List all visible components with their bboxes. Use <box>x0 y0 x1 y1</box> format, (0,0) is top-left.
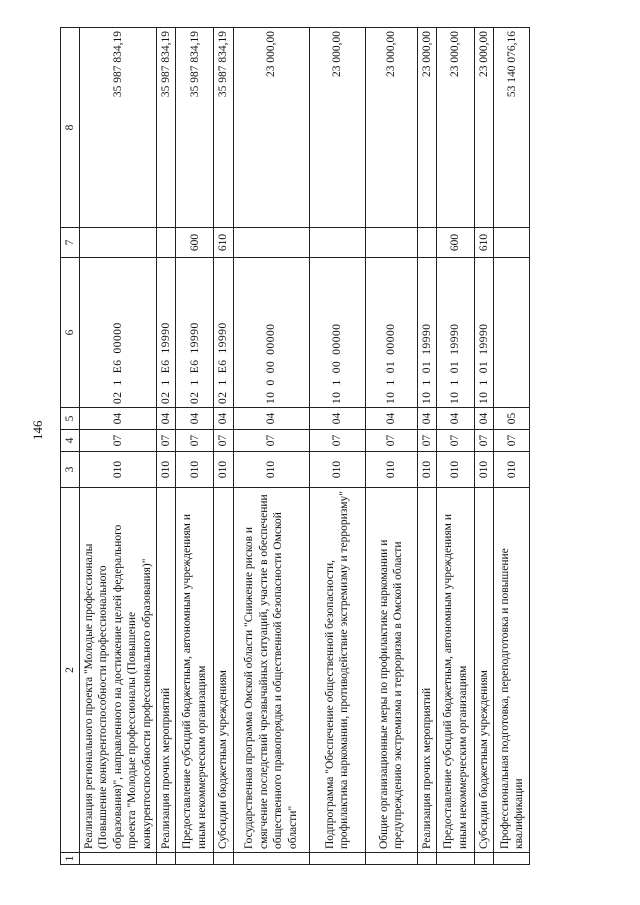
cell-name: Предоставление субсидий бюджетным, автономным учреждениям и иным некоммерческим организациям <box>176 488 214 853</box>
budget-table <box>60 27 530 865</box>
csr-part-direction: 00000 <box>111 322 124 354</box>
csr-part-program: 02 <box>159 391 172 404</box>
cell-col-1 <box>417 853 436 865</box>
cell-col-1 <box>80 853 157 865</box>
cell-name: Подпрограмма "Обеспечение общественной безопасности, профилактика наркомании, противодействие экстремизму и терроризму" <box>309 488 365 853</box>
table-row <box>475 28 494 865</box>
header-col-6: 6 <box>61 258 80 408</box>
csr-part-event: 01 <box>449 360 462 374</box>
csr-part-subprogram: 1 <box>111 379 124 386</box>
csr-part-subprogram: 1 <box>420 379 433 386</box>
csr-part-direction: 00000 <box>384 323 397 355</box>
csr-part-program: 10 <box>420 391 433 404</box>
cell-csr <box>475 258 494 408</box>
cell-vr <box>365 228 417 258</box>
cell-pr: 04 <box>156 408 175 430</box>
cell-pr: 04 <box>365 408 417 430</box>
cell-grbs: 010 <box>475 452 494 488</box>
cell-pr: 04 <box>214 408 233 430</box>
csr-part-direction: 19990 <box>159 322 172 354</box>
csr-part-event: 01 <box>478 360 490 374</box>
header-col-2: 2 <box>61 488 80 853</box>
cell-sum: 23 000,00 <box>475 28 494 228</box>
cell-pr: 04 <box>309 408 365 430</box>
csr-part-direction: 19990 <box>217 322 230 354</box>
cell-rz: 07 <box>475 430 494 452</box>
csr-part-program: 10 <box>478 391 490 404</box>
cell-name: Государственная программа Омской области "Снижение рисков и смягчение последствий чрезвычайных ситуаций, участие в обеспечении общественного правопорядка и общественной безопасности Омской области" <box>233 488 309 853</box>
cell-grbs: 010 <box>156 452 175 488</box>
cell-csr <box>437 258 475 408</box>
csr-part-program: 02 <box>111 391 124 404</box>
cell-name: Реализация прочих мероприятий <box>417 488 436 853</box>
cell-col-1 <box>156 853 175 865</box>
header-col-3: 3 <box>61 452 80 488</box>
table-row <box>176 28 214 865</box>
cell-grbs: 010 <box>309 452 365 488</box>
cell-vr: 600 <box>176 228 214 258</box>
cell-sum: 23 000,00 <box>309 28 365 228</box>
cell-pr: 04 <box>417 408 436 430</box>
csr-part-event: Е6 <box>217 359 230 374</box>
cell-name: Профессиональная подготовка, переподготовка и повышение квалификации <box>494 488 530 853</box>
cell-col-1 <box>494 853 530 865</box>
cell-col-1 <box>176 853 214 865</box>
header-col-1: 1 <box>61 853 80 865</box>
cell-vr <box>309 228 365 258</box>
cell-name: Предоставление субсидий бюджетным, автономным учреждениям и иным некоммерческим организациям <box>437 488 475 853</box>
cell-pr: 04 <box>233 408 309 430</box>
csr-part-subprogram: 1 <box>449 379 462 386</box>
csr-part-subprogram: 1 <box>159 379 172 386</box>
table-row <box>494 28 530 865</box>
cell-vr <box>80 228 157 258</box>
cell-vr: 600 <box>437 228 475 258</box>
cell-csr <box>417 258 436 408</box>
csr-part-subprogram: 1 <box>478 379 490 386</box>
csr-part-subprogram: 1 <box>384 379 397 386</box>
cell-vr <box>494 228 530 258</box>
table-row <box>437 28 475 865</box>
csr-part-program: 02 <box>188 391 201 404</box>
cell-sum: 23 000,00 <box>365 28 417 228</box>
cell-vr: 610 <box>214 228 233 258</box>
csr-part-event: Е6 <box>159 359 172 374</box>
cell-grbs: 010 <box>233 452 309 488</box>
cell-csr <box>309 258 365 408</box>
cell-name: Субсидии бюджетным учреждениям <box>475 488 494 853</box>
cell-vr <box>417 228 436 258</box>
cell-col-1 <box>309 853 365 865</box>
table-body <box>80 28 530 865</box>
csr-part-direction: 19990 <box>449 323 462 355</box>
cell-rz: 07 <box>80 430 157 452</box>
table-row <box>417 28 436 865</box>
table-row <box>365 28 417 865</box>
cell-col-1 <box>437 853 475 865</box>
csr-part-program: 10 <box>384 391 397 404</box>
cell-name: Реализация регионального проекта "Молодые профессионалы (Повышение конкурентоспособности профессионального образования)", направленного на достижение целей федерального проекта "Молодые профессионалы (Повышение конкурентоспособности профессионального образования)" <box>80 488 157 853</box>
cell-col-1 <box>214 853 233 865</box>
cell-rz: 07 <box>233 430 309 452</box>
csr-part-subprogram: 1 <box>217 379 230 386</box>
csr-part-event: 00 <box>330 360 343 374</box>
cell-sum: 23 000,00 <box>437 28 475 228</box>
csr-part-direction: 19990 <box>478 323 490 355</box>
cell-pr: 04 <box>80 408 157 430</box>
cell-csr <box>156 258 175 408</box>
cell-vr: 610 <box>475 228 494 258</box>
csr-part-program: 10 <box>264 391 277 404</box>
csr-part-program: 10 <box>449 391 462 404</box>
csr-part-direction: 19990 <box>420 323 433 355</box>
cell-csr <box>80 258 157 408</box>
cell-pr: 04 <box>437 408 475 430</box>
cell-grbs: 010 <box>214 452 233 488</box>
header-row <box>61 28 80 865</box>
cell-rz: 07 <box>176 430 214 452</box>
csr-part-direction: 00000 <box>264 323 277 355</box>
csr-part-direction: 00000 <box>330 323 343 355</box>
cell-pr: 05 <box>494 408 530 430</box>
cell-sum: 35 987 834,19 <box>176 28 214 228</box>
cell-col-1 <box>365 853 417 865</box>
csr-part-program: 02 <box>217 391 230 404</box>
cell-name: Общие организационные меры по профилактике наркомании и предупреждению экстремизма и терроризма в Омской области <box>365 488 417 853</box>
header-col-4: 4 <box>61 430 80 452</box>
header-col-8: 8 <box>61 28 80 228</box>
cell-pr: 04 <box>176 408 214 430</box>
cell-vr <box>156 228 175 258</box>
cell-rz: 07 <box>417 430 436 452</box>
csr-part-event: 00 <box>264 360 277 374</box>
cell-rz: 07 <box>365 430 417 452</box>
cell-grbs: 010 <box>176 452 214 488</box>
page-number: 146 <box>30 420 45 440</box>
csr-part-event: 01 <box>420 360 433 374</box>
cell-rz: 07 <box>494 430 530 452</box>
cell-grbs: 010 <box>365 452 417 488</box>
cell-sum: 23 000,00 <box>417 28 436 228</box>
cell-csr <box>214 258 233 408</box>
csr-part-event: Е6 <box>188 359 201 374</box>
cell-col-1 <box>233 853 309 865</box>
cell-csr <box>365 258 417 408</box>
csr-part-event: 01 <box>384 360 397 374</box>
rotated-table-container <box>60 28 605 865</box>
cell-sum: 35 987 834,19 <box>214 28 233 228</box>
cell-grbs: 010 <box>80 452 157 488</box>
cell-sum: 35 987 834,19 <box>156 28 175 228</box>
cell-rz: 07 <box>156 430 175 452</box>
table-row <box>233 28 309 865</box>
cell-name: Реализация прочих мероприятий <box>156 488 175 853</box>
cell-sum: 23 000,00 <box>233 28 309 228</box>
csr-part-direction: 19990 <box>188 322 201 354</box>
csr-part-subprogram: 1 <box>330 379 343 386</box>
cell-rz: 07 <box>214 430 233 452</box>
csr-part-subprogram: 1 <box>188 379 201 386</box>
table-row <box>214 28 233 865</box>
csr-part-event: Е6 <box>111 359 124 374</box>
table-row <box>80 28 157 865</box>
table-row <box>156 28 175 865</box>
cell-grbs: 010 <box>417 452 436 488</box>
cell-col-1 <box>475 853 494 865</box>
cell-pr: 04 <box>475 408 494 430</box>
cell-vr <box>233 228 309 258</box>
cell-rz: 07 <box>309 430 365 452</box>
cell-sum: 53 140 076,16 <box>494 28 530 228</box>
header-col-5: 5 <box>61 408 80 430</box>
cell-rz: 07 <box>437 430 475 452</box>
cell-csr <box>176 258 214 408</box>
cell-csr <box>233 258 309 408</box>
cell-name: Субсидии бюджетным учреждениям <box>214 488 233 853</box>
cell-grbs: 010 <box>437 452 475 488</box>
csr-part-program: 10 <box>330 391 343 404</box>
header-col-7: 7 <box>61 228 80 258</box>
cell-sum: 35 987 834,19 <box>80 28 157 228</box>
cell-grbs: 010 <box>494 452 530 488</box>
csr-part-subprogram: 0 <box>264 379 277 386</box>
cell-csr <box>494 258 530 408</box>
table-row <box>309 28 365 865</box>
